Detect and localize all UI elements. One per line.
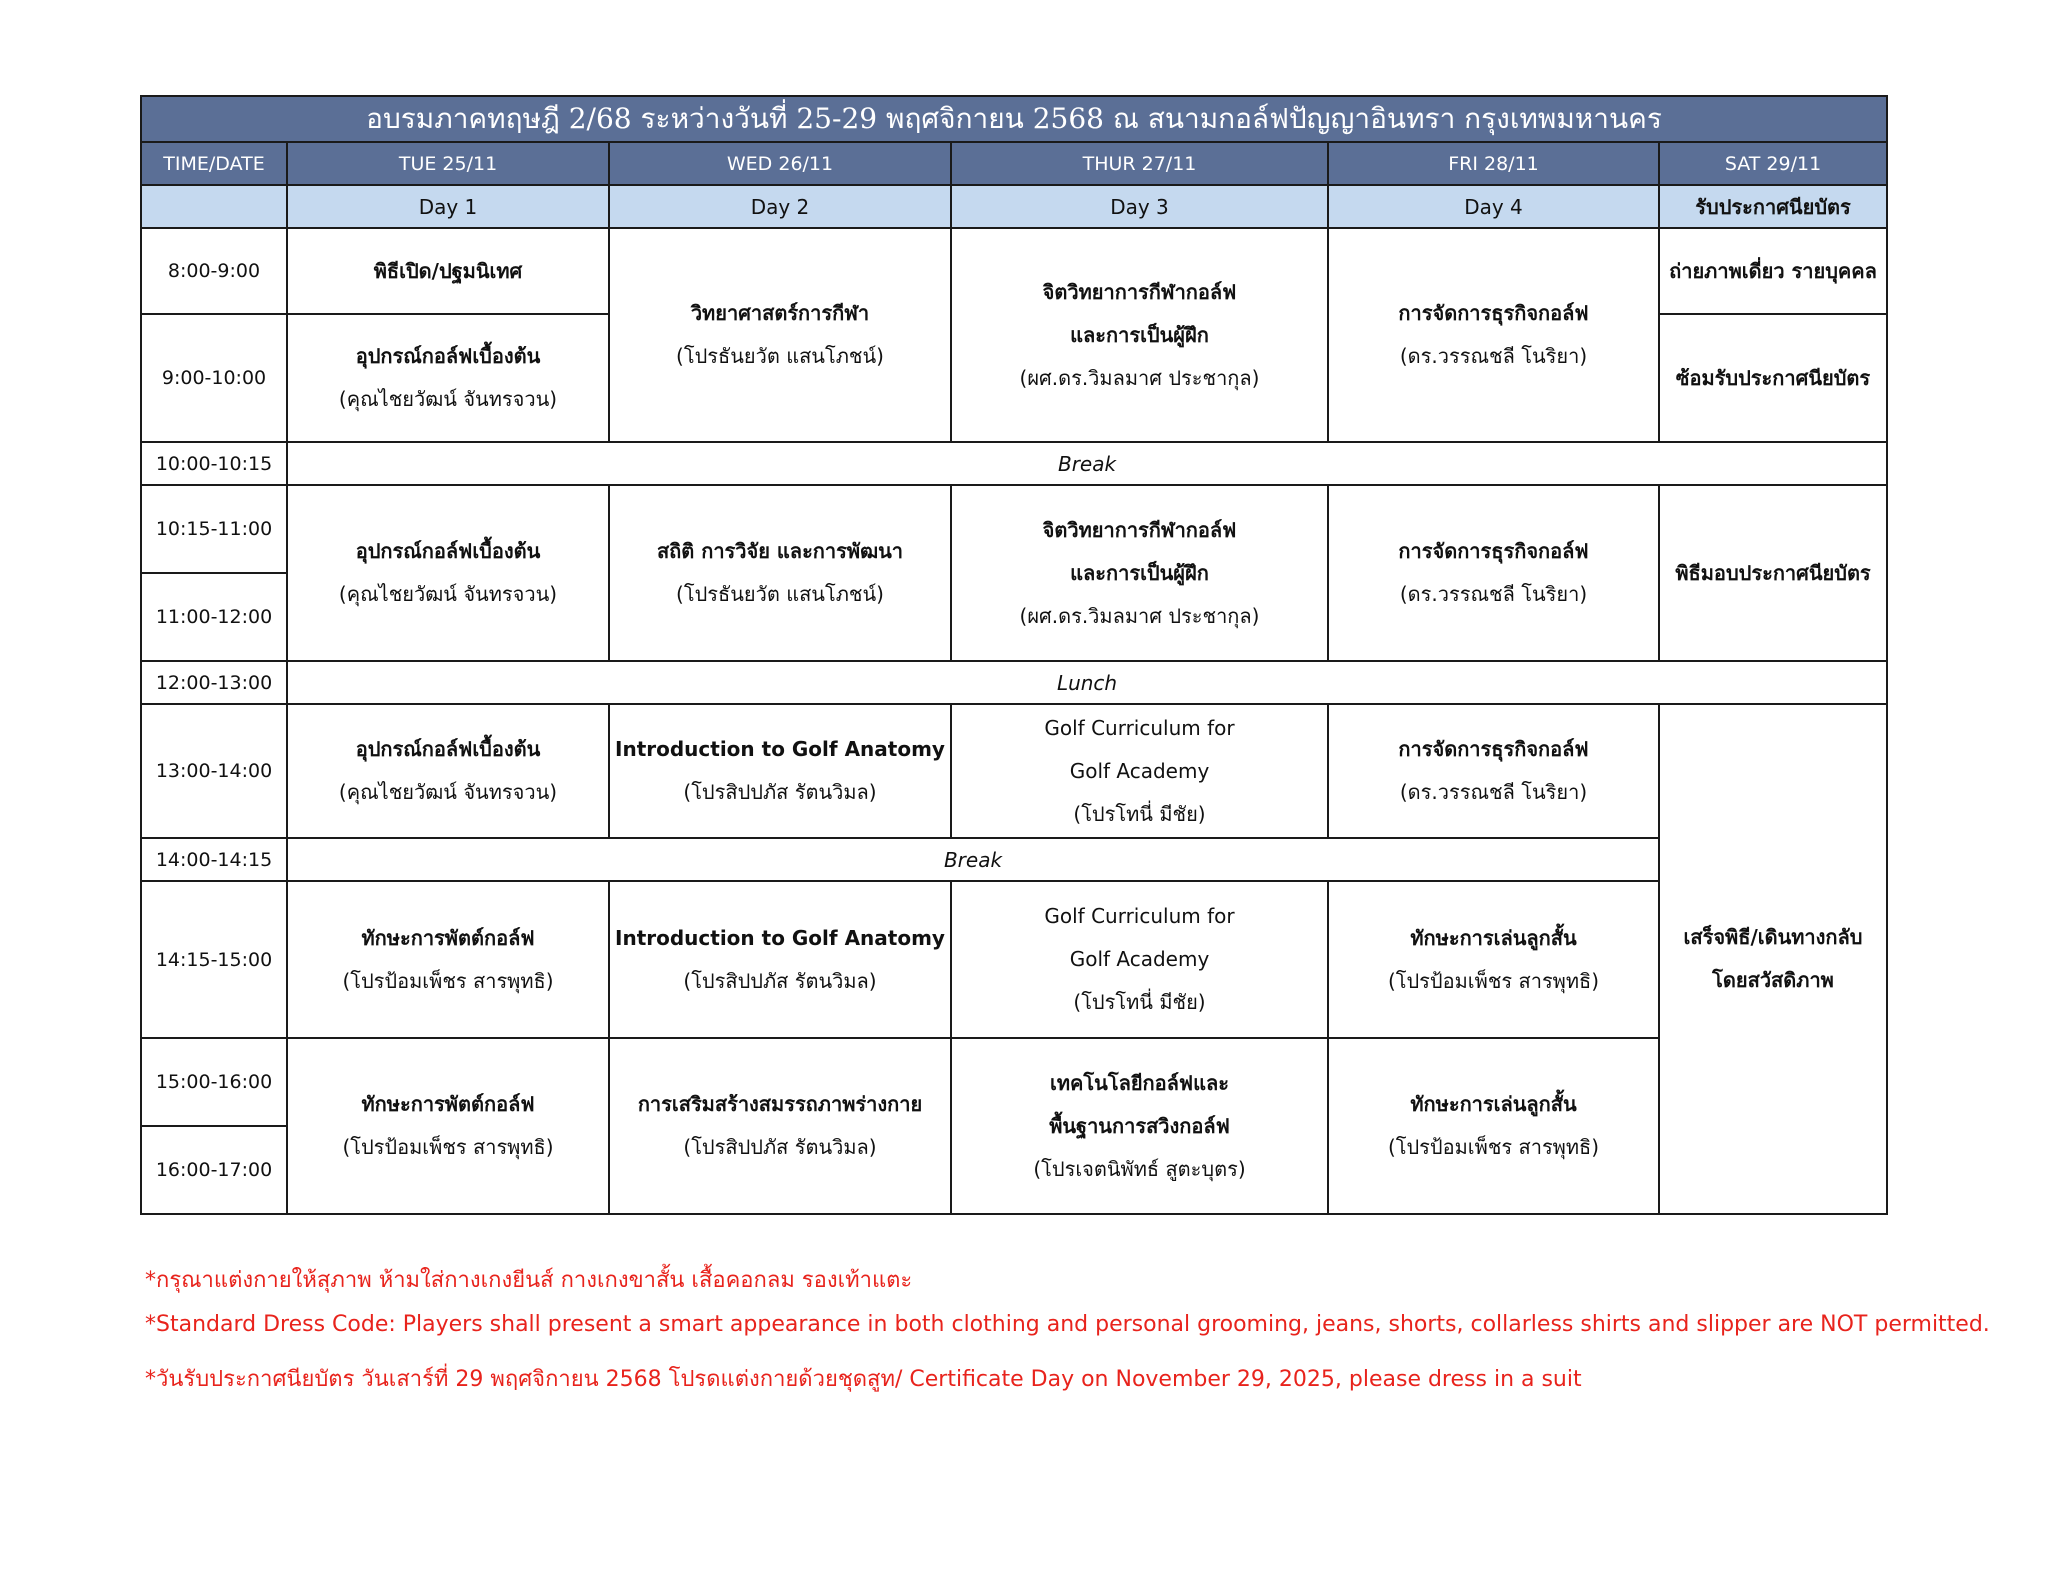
session-cell [1328,228,1659,442]
session-title: Introduction to Golf Anatomy [615,737,945,761]
session-cell [1328,1038,1659,1214]
session-title-line2: โดยสวัสดิภาพ [1712,968,1834,992]
schedule-row [141,1038,1887,1126]
session-cell [951,1038,1328,1214]
title-row [141,96,1887,142]
note-english-dress-code: *Standard Dress Code: Players shall present a smart appearance in both clothing and personal grooming, jeans, shorts, collarless shirts and slipper are NOT permitted. [145,1312,1990,1337]
session-cell [287,1038,609,1214]
session-speaker: (โปรเจตนิพัทธ์ สูตะบุตร) [1033,1156,1246,1181]
schedule-row [141,442,1887,485]
date-header: WED 26/11 [609,142,951,185]
session-title: ทักษะการพัตต์กอล์ฟ [361,1092,535,1116]
session-title: การจัดการธุรกิจกอล์ฟ [1398,737,1589,761]
schedule-row [141,838,1887,881]
break-label: Break [287,442,1887,485]
date-header: TUE 25/11 [287,142,609,185]
schedule-title: อบรมภาคทฤษฎี 2/68 ระหว่างวันที่ 25-29 พฤศจิกายน 2568 ณ สนามกอล์ฟปัญญาอินทรา กรุงเทพมหานคร [141,96,1887,142]
session-title: พิธีมอบประกาศนียบัตร [1675,560,1871,585]
session-title-line1: จิตวิทยาการกีฬากอล์ฟ [1042,517,1237,542]
session-speaker: (โปรป้อมเพ็ชร สารพุทธิ) [342,968,554,993]
session-title: ทักษะการพัตต์กอล์ฟ [361,925,535,950]
session-cell [951,881,1328,1038]
schedule-row [141,881,1887,1038]
session-cell [609,485,951,661]
session-cell [1328,704,1659,838]
day-label: Day 2 [609,185,951,228]
session-title: ทักษะการเล่นลูกสั้น [1410,925,1577,950]
session-speaker: (โปรสิปปภัส รัตนวิมล) [683,968,877,993]
session-cell [1659,228,1887,314]
schedule-row [141,661,1887,704]
note-thai-dress-code: *กรุณาแต่งกายให้สุภาพ ห้ามใส่กางเกงยีนส์ กางเกงขาสั้น เสื้อคอกลม รองเท้าแตะ [145,1268,913,1293]
session-title: การจัดการธุรกิจกอล์ฟ [1398,539,1589,563]
schedule-table [140,95,1888,1215]
session-title-line2: และการเป็นผู้ฝึก [1070,560,1209,585]
session-title-line1: จิตวิทยาการกีฬากอล์ฟ [1042,279,1237,304]
session-cell [609,704,951,838]
time-slot: 11:00-12:00 [141,573,287,661]
break-label: Break [287,838,1659,881]
schedule-row [141,228,1887,314]
session-title: วิทยาศาสตร์การกีฬา [690,301,870,325]
session-cell [287,228,609,314]
session-cell [287,881,609,1038]
time-slot: 8:00-9:00 [141,228,287,314]
time-slot: 14:15-15:00 [141,881,287,1038]
session-speaker: (คุณไชยวัฒน์ จันทรจวน) [338,780,558,804]
session-cell [609,881,951,1038]
session-title-line1: Golf Curriculum for [1044,904,1235,928]
time-slot: 9:00-10:00 [141,314,287,442]
day-label: Day 1 [287,185,609,228]
session-speaker: (ดร.วรรณชลี โนริยา) [1399,582,1588,606]
session-title-line2: Golf Academy [1069,758,1210,783]
time-slot: 13:00-14:00 [141,704,287,838]
session-speaker: (โปรสิปปภัส รัตนวิมล) [683,780,877,804]
session-cell [1328,881,1659,1038]
note-certificate-day: *วันรับประกาศนียบัตร วันเสาร์ที่ 29 พฤศจิกายน 2568 โปรดแต่งกายด้วยชุดสูท/ Certificate Day on November 29, 2025, please dress in a suit [145,1367,1582,1392]
session-title: ถ่ายภาพเดี่ยว รายบุคคล [1669,258,1877,283]
session-title: การจัดการธุรกิจกอล์ฟ [1398,301,1589,325]
session-speaker: (คุณไชยวัฒน์ จันทรจวน) [338,582,558,606]
lunch-label: Lunch [287,661,1887,704]
session-title: อุปกรณ์กอล์ฟเบื้องต้น [355,737,541,761]
session-speaker: (โปรสิปปภัส รัตนวิมล) [683,1135,877,1159]
session-cell [1659,485,1887,661]
day-label: รับประกาศนียบัตร [1659,185,1887,228]
session-speaker: (ดร.วรรณชลี โนริยา) [1399,344,1588,368]
time-slot: 10:00-10:15 [141,442,287,485]
session-speaker: (โปรป้อมเพ็ชร สารพุทธิ) [1387,968,1600,993]
time-slot: 12:00-13:00 [141,661,287,704]
session-cell [1659,704,1887,1214]
session-title-line1: เทคโนโลยีกอล์ฟและ [1050,1070,1229,1095]
session-speaker: (คุณไชยวัฒน์ จันทรจวน) [338,387,558,411]
session-title-line1: Golf Curriculum for [1044,715,1235,740]
session-speaker: (ผศ.ดร.วิมลมาศ ประชากุล) [1019,365,1260,390]
date-header-row [141,142,1887,185]
session-cell [951,228,1328,442]
session-speaker: (ผศ.ดร.วิมลมาศ ประชากุล) [1019,603,1260,628]
session-title-line2: พื้นฐานการสวิงกอล์ฟ [1049,1113,1230,1138]
schedule-row [141,704,1887,838]
session-cell [287,704,609,838]
session-title: อุปกรณ์กอล์ฟเบื้องต้น [355,539,541,563]
session-title: ซ้อมรับประกาศนียบัตร [1675,365,1871,390]
session-title-line2: Golf Academy [1069,947,1210,971]
session-title: การเสริมสร้างสมรรถภาพร่างกาย [637,1092,923,1116]
session-speaker: (โปรป้อมเพ็ชร สารพุทธิ) [342,1135,554,1159]
session-title: พิธีเปิด/ปฐมนิเทศ [373,258,523,283]
session-cell [287,485,609,661]
session-speaker: (โปรธันยวัต แสนโภชน์) [676,582,884,606]
day-label: Day 3 [951,185,1328,228]
schedule-row [141,485,1887,573]
time-slot: 14:00-14:15 [141,838,287,881]
session-speaker: (โปรโทนี่ มีชัย) [1073,990,1206,1014]
session-speaker: (ดร.วรรณชลี โนริยา) [1399,780,1588,804]
session-cell [287,314,609,442]
session-title: อุปกรณ์กอล์ฟเบื้องต้น [355,344,541,368]
session-speaker: (โปรธันยวัต แสนโภชน์) [676,344,884,368]
date-header: FRI 28/11 [1328,142,1659,185]
date-header: THUR 27/11 [951,142,1328,185]
session-cell [1659,314,1887,442]
day-label: Day 4 [1328,185,1659,228]
session-title: Introduction to Golf Anatomy [615,925,945,950]
time-slot: 15:00-16:00 [141,1038,287,1126]
date-header: SAT 29/11 [1659,142,1887,185]
session-title: สถิติ การวิจัย และการพัฒนา [656,539,904,563]
session-cell [951,485,1328,661]
day-row-empty [141,185,287,228]
day-row [141,185,1887,228]
session-cell [951,704,1328,838]
session-cell [1328,485,1659,661]
session-title-line1: เสร็จพิธี/เดินทางกลับ [1683,925,1863,949]
session-speaker: (โปรป้อมเพ็ชร สารพุทธิ) [1387,1135,1600,1159]
session-cell [609,1038,951,1214]
session-speaker: (โปรโทนี่ มีชัย) [1073,801,1206,826]
time-slot: 10:15-11:00 [141,485,287,573]
session-title-line2: และการเป็นผู้ฝึก [1070,322,1209,347]
time-date-header: TIME/DATE [141,142,287,185]
session-title: ทักษะการเล่นลูกสั้น [1410,1092,1577,1116]
time-slot: 16:00-17:00 [141,1126,287,1214]
session-cell [609,228,951,442]
